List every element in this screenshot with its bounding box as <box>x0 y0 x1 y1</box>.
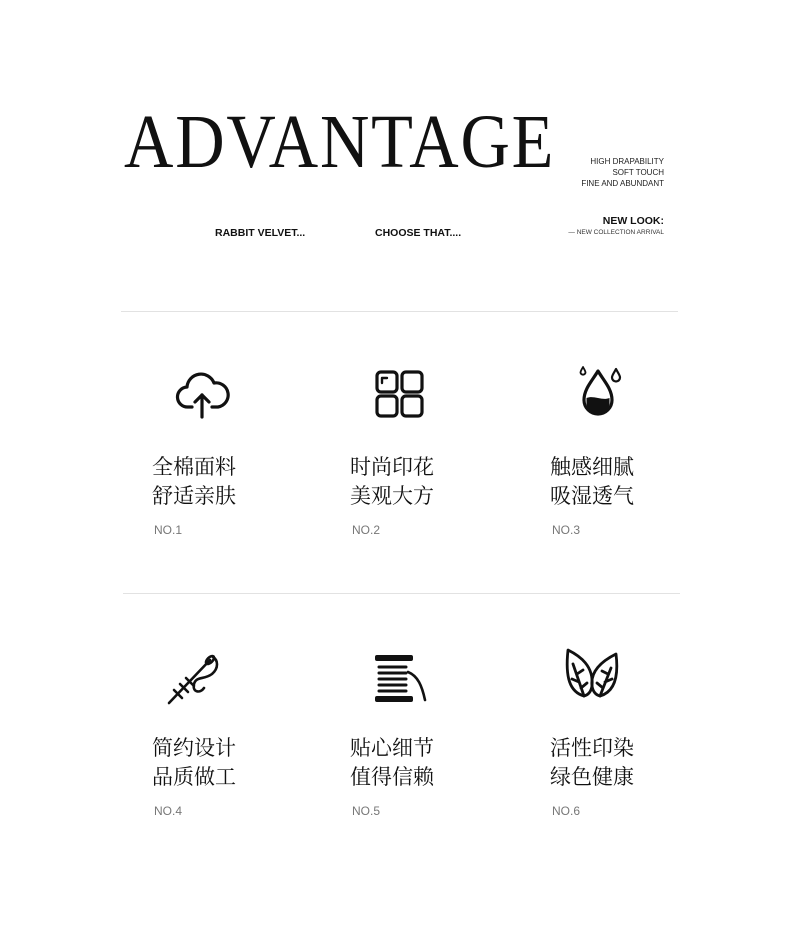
feature-subtitle-3: 吸湿透气 <box>550 484 634 508</box>
tag-drapability: HIGH DRAPABILITY <box>590 157 664 166</box>
new-look-heading: NEW LOOK: <box>602 215 664 227</box>
feature-subtitle-4: 品质做工 <box>152 765 236 789</box>
feature-number-3: NO.3 <box>552 523 581 537</box>
feature-number-4: NO.4 <box>154 804 183 818</box>
tag-fine-abundant: FINE AND ABUNDANT <box>581 179 664 188</box>
feature-title-5: 贴心细节 <box>350 736 434 760</box>
feature-number-5: NO.5 <box>352 804 381 818</box>
divider-top <box>121 311 678 312</box>
subtitle-choose-that: CHOOSE THAT.... <box>375 227 462 239</box>
cloud-upload-icon <box>174 365 230 421</box>
feature-title-6: 活性印染 <box>550 736 634 760</box>
feature-tags <box>581 156 664 189</box>
feature-subtitle-2: 美观大方 <box>350 484 434 508</box>
page-title: ADVANTAGE <box>124 100 556 184</box>
feature-subtitle-1: 舒适亲肤 <box>152 484 236 508</box>
feature-title-4: 简约设计 <box>152 736 236 760</box>
needle-thread-icon <box>166 652 222 708</box>
grid-icon <box>372 365 428 421</box>
feature-number-1: NO.1 <box>154 523 183 537</box>
feature-number-2: NO.2 <box>352 523 381 537</box>
tag-soft-touch: SOFT TOUCH <box>612 168 664 177</box>
feature-title-1: 全棉面料 <box>152 455 236 479</box>
subtitle-rabbit-velvet: RABBIT VELVET... <box>215 227 306 239</box>
feature-number-6: NO.6 <box>552 804 581 818</box>
feature-subtitle-6: 绿色健康 <box>550 765 634 789</box>
divider-middle <box>123 593 680 594</box>
feature-subtitle-5: 值得信赖 <box>350 765 434 789</box>
leaves-icon <box>564 646 620 702</box>
feature-title-3: 触感细腻 <box>550 455 634 479</box>
water-drop-icon <box>574 365 630 421</box>
feature-title-2: 时尚印花 <box>350 455 434 479</box>
new-look-block <box>568 215 664 238</box>
thread-spool-icon <box>372 652 428 708</box>
new-look-subtitle: — NEW COLLECTION ARRIVAL <box>568 229 664 236</box>
